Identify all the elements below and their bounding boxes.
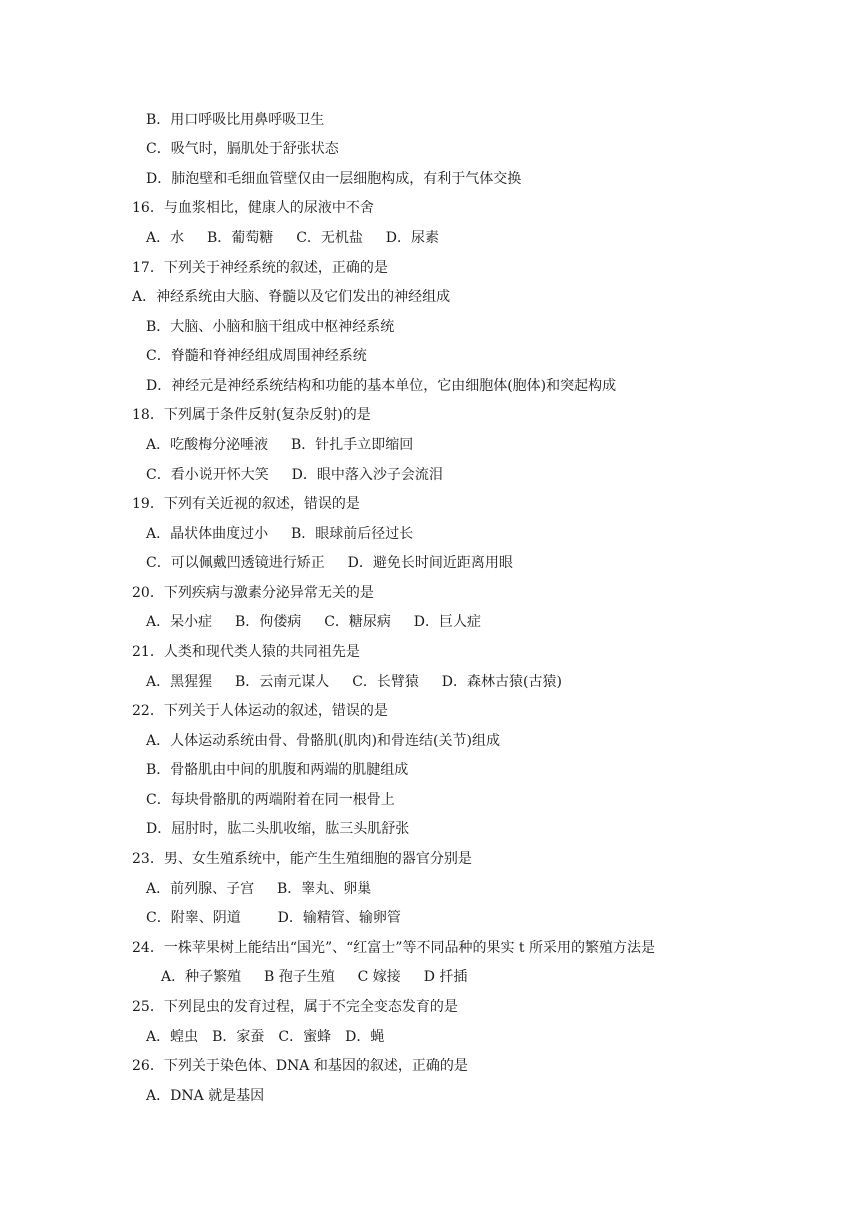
q22-option-a: A．人体运动系统由骨、骨骼肌(肌肉)和骨连结(关节)组成: [146, 733, 500, 749]
q17-option-d: D．神经元是神经系统结构和功能的基本单位，它由细胞体(胞体)和突起构成: [146, 378, 617, 394]
question-26: 26．下列关于染色体、DNA 和基因的叙述，正确的是: [132, 1058, 468, 1074]
question-20: 20．下列疾病与激素分泌异常无关的是: [132, 585, 374, 601]
q23-options-cd: C．附睾、阴道 D．输精管、输卵管: [146, 910, 401, 926]
q17-option-c: C．脊髓和脊神经组成周围神经系统: [146, 348, 367, 364]
q20-options: A．呆小症 B．佝偻病 C．糖尿病 D．巨人症: [146, 614, 482, 630]
q16-options: A．水 B．葡萄糖 C．无机盐 D．尿素: [146, 230, 440, 246]
q25-options: A．蝗虫 B．家蚕 C．蜜蜂 D．蝇: [146, 1029, 385, 1045]
question-16: 16．与血浆相比，健康人的尿液中不舍: [132, 200, 374, 216]
question-21: 21．人类和现代类人猿的共同祖先是: [132, 644, 360, 660]
q21-options: A．黑猩猩 B．云南元谋人 C．长臂猿 D．森林古猿(古猿): [146, 674, 562, 690]
q18-options-ab: A．吃酸梅分泌唾液 B．针扎手立即缩回: [146, 437, 414, 453]
q15-option-b: B．用口呼吸比用鼻呼吸卫生: [146, 112, 325, 128]
question-18: 18．下列属于条件反射(复杂反射)的是: [132, 407, 371, 423]
q17-option-a: A．神经系统由大脑、脊髓以及它们发出的神经组成: [132, 289, 451, 305]
q15-option-c: C．吸气时，膈肌处于舒张状态: [146, 141, 339, 157]
q23-options-ab: A．前列腺、子宫 B．睾丸、卵巢: [146, 881, 372, 897]
q24-options: A．种子繁殖 B 孢子生殖 C 嫁接 D 扦插: [161, 969, 468, 985]
q22-option-d: D．屈肘时，肱二头肌收缩，肱三头肌舒张: [146, 821, 410, 837]
q17-option-b: B．大脑、小脑和脑干组成中枢神经系统: [146, 319, 395, 335]
q18-options-cd: C．看小说开怀大笑 D．眼中落入沙子会流泪: [146, 467, 443, 483]
question-25: 25．下列昆虫的发育过程，属于不完全变态发育的是: [132, 999, 458, 1015]
q19-options-ab: A．晶状体曲度过小 B．眼球前后径过长: [146, 526, 414, 542]
q15-option-d: D．肺泡壁和毛细血管壁仅由一层细胞构成，有利于气体交换: [146, 171, 522, 187]
question-23: 23．男、女生殖系统中，能产生生殖细胞的器官分别是: [132, 851, 472, 867]
q26-option-a: A．DNA 就是基因: [146, 1088, 265, 1104]
question-24: 24．一株苹果树上能结出“国光”、“红富士”等不同品种的果实 t 所采用的繁殖方法是: [132, 940, 655, 956]
question-19: 19．下列有关近视的叙述，错误的是: [132, 496, 360, 512]
question-22: 22．下列关于人体运动的叙述，错误的是: [132, 703, 388, 719]
q19-options-cd: C．可以佩戴凹透镜进行矫正 D．避免长时间近距离用眼: [146, 555, 513, 571]
question-17: 17．下列关于神经系统的叙述，正确的是: [132, 260, 388, 276]
q22-option-c: C．每块骨骼肌的两端附着在同一根骨上: [146, 792, 395, 808]
q22-option-b: B．骨骼肌由中间的肌腹和两端的肌腱组成: [146, 762, 409, 778]
